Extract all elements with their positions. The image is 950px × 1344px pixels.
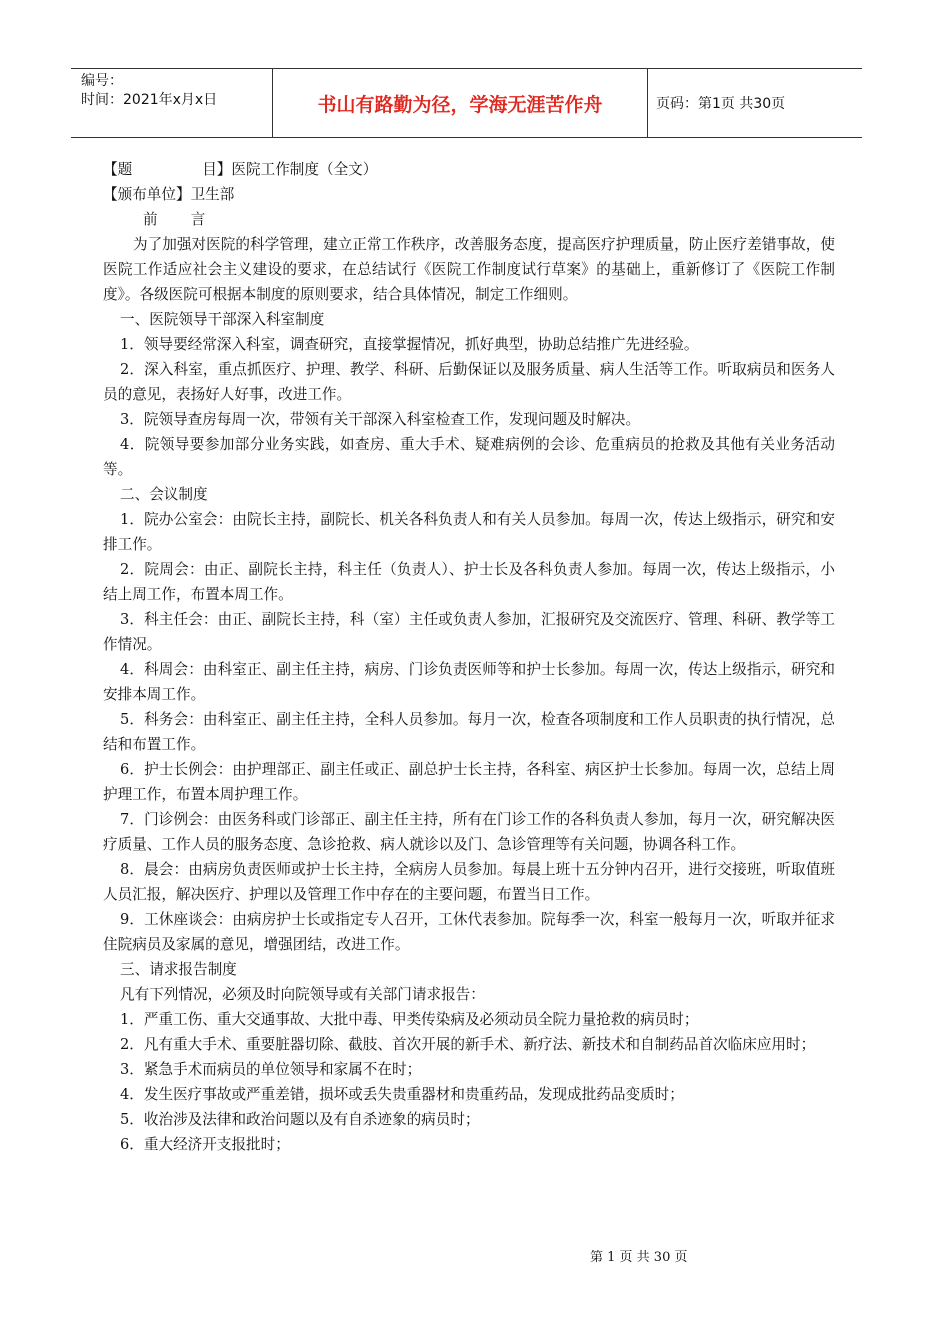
section-2-item: 4．科周会：由科室正、副主任主持，病房、门诊负责医师等和护士长参加。每周一次，传达上级指示，研究和安排本周工作。	[103, 661, 835, 703]
motto: 书山有路勤为径，学海无涯苦作舟	[273, 69, 648, 137]
title-label-start: 【题	[103, 161, 133, 178]
section-2-item: 3．科主任会：由正、副院长主持，科（室）主任或负责人参加，汇报研究及交流医疗、管理、科研、教学等工作情况。	[103, 611, 835, 653]
section-3-item: 2．凡有重大手术、重要脏器切除、截肢、首次开展的新手术、新疗法、新技术和自制药品首次临床应用时；	[120, 1036, 816, 1053]
number-label: 编号：	[81, 73, 123, 89]
section-1-item: 2．深入科室，重点抓医疗、护理、教学、科研、后勤保证以及服务质量、病人生活等工作。听取病员和医务人员的意见，表扬好人好事，改进工作。	[103, 361, 835, 403]
issuer-line	[103, 182, 835, 207]
foreword-char-1: 前	[143, 211, 158, 228]
section-3-title: 三、请求报告制度	[120, 961, 237, 978]
foreword-char-2: 言	[190, 211, 206, 228]
issuer: 卫生部	[190, 186, 235, 203]
section-2-item: 6．护士长例会：由护理部正、副主任或正、副总护士长主持，各科室、病区护士长参加。每周一次，总结上周护理工作，布置本周护理工作。	[103, 761, 835, 803]
section-3-item: 3．紧急手术而病员的单位领导和家属不在时；	[120, 1061, 422, 1078]
header-info-cell	[71, 69, 273, 137]
section-3-item: 5．收治涉及法律和政治问题以及有自杀迹象的病员时；	[120, 1111, 480, 1128]
document-body	[103, 157, 835, 1157]
doc-title: 医院工作制度（全文）	[231, 161, 378, 178]
section-2-item: 8．晨会：由病房负责医师或护士长主持，全病房人员参加。每晨上班十五分钟内召开，进行交接班，听取值班人员汇报，解决医疗、护理以及管理工作中存在的主要问题，布置当日工作。	[103, 861, 835, 903]
section-2-item: 1．院办公室会：由院长主持，副院长、机关各科负责人和有关人员参加。每周一次，传达上级指示，研究和安排工作。	[103, 511, 835, 553]
issuer-label: 【颁布单位】	[103, 186, 191, 203]
section-3-item: 6．重大经济开支报批时；	[120, 1136, 290, 1153]
section-3-item: 4．发生医疗事故或严重差错，损坏或丢失贵重器材和贵重药品，发现成批药品变质时；	[120, 1086, 684, 1103]
section-2-item: 9．工休座谈会：由病房护士长或指定专人召开，工休代表参加。院每季一次，科室一般每月一次，听取并征求住院病员及家属的意见，增强团结，改进工作。	[103, 911, 835, 953]
intro-paragraph: 为了加强对医院的科学管理，建立正常工作秩序，改善服务态度，提高医疗护理质量，防止医疗差错事故，使医院工作适应社会主义建设的要求，在总结试行《医院工作制度试行草案》的基础上，重新修订了《医院工作制度》。各级医院可根据本制度的原则要求，结合具体情况，制定工作细则。	[103, 236, 835, 303]
section-1-item: 1．领导要经常深入科室，调查研究，直接掌握情况，抓好典型，协助总结推广先进经验。	[120, 336, 699, 353]
section-2-item: 7．门诊例会：由医务科或门诊部正、副主任主持，所有在门诊工作的各科负责人参加，每月一次，研究解决医疗质量、工作人员的服务态度、急诊抢救、病人就诊以及门、急诊管理等有关问题，协调各科工作。	[103, 811, 835, 853]
time-label: 时间：2021年x月x日	[81, 92, 218, 108]
section-1-title: 一、医院领导干部深入科室制度	[120, 311, 325, 328]
header-table	[71, 68, 862, 138]
doc-title-line	[103, 157, 835, 182]
section-2-item: 5．科务会：由科室正、副主任主持，全科人员参加。每月一次，检查各项制度和工作人员职责的执行情况，总结和布置工作。	[103, 711, 835, 753]
section-3-item: 1．严重工伤、重大交通事故、大批中毒、甲类传染病及必须动员全院力量抢救的病员时；	[120, 1011, 699, 1028]
section-1-item: 4．院领导要参加部分业务实践，如查房、重大手术、疑难病例的会诊、危重病员的抢救及其他有关业务活动等。	[103, 436, 835, 478]
section-3-intro: 凡有下列情况，必须及时向院领导或有关部门请求报告：	[120, 986, 485, 1003]
page-info: 页码：第1页 共30页	[656, 96, 786, 112]
foreword-heading	[103, 207, 835, 232]
section-2-title: 二、会议制度	[120, 486, 208, 503]
section-2-item: 2．院周会：由正、副院长主持，科主任（负责人）、护士长及各科负责人参加。每周一次，传达上级指示，小结上周工作，布置本周工作。	[103, 561, 835, 603]
section-1-item: 3．院领导查房每周一次，带领有关干部深入科室检查工作，发现问题及时解决。	[120, 411, 641, 428]
title-label-end: 目】	[202, 161, 232, 178]
page-footer: 第 1 页 共 30 页	[590, 1250, 688, 1265]
